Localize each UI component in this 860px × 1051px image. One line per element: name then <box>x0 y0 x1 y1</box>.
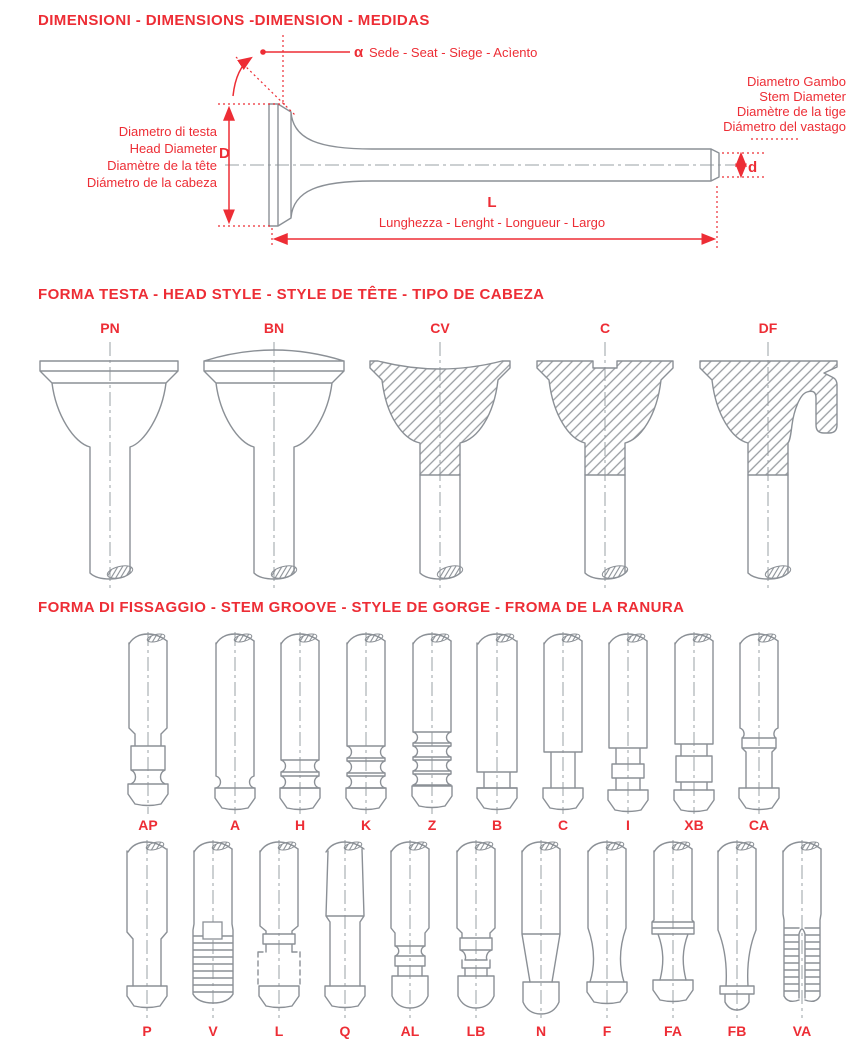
length-symbol: L <box>487 194 497 211</box>
head-style-pn-drawing <box>40 342 178 588</box>
stem-label-v: V <box>208 1023 218 1039</box>
stem-groove-p <box>127 840 167 1039</box>
stem-label-fb: FB <box>727 1023 747 1039</box>
stem-groove-ca <box>739 632 779 833</box>
valve-dimensions-diagram <box>0 0 860 280</box>
stem-label-c: C <box>557 817 569 833</box>
stem-groove-k <box>346 632 386 833</box>
stem-groove-al <box>391 840 429 1039</box>
head-style-label-df: DF <box>758 320 778 336</box>
head-style-label-pn: PN <box>100 320 120 336</box>
stem-label-ca: CA <box>748 817 770 833</box>
stem-groove-q <box>325 840 365 1039</box>
head-diameter-line-4: Diámetro de la cabeza <box>86 175 217 190</box>
head-style-bn-drawing <box>204 342 344 588</box>
head-style-label-c: C <box>599 320 611 336</box>
head-diameter-line-2: Head Diameter <box>129 141 217 156</box>
stem-label-b: B <box>491 817 503 833</box>
stem-groove-f <box>587 840 627 1039</box>
length-dimension <box>272 186 717 248</box>
seat-label: Sede - Seat - Siege - Acìento <box>369 45 538 60</box>
stem-grooves-row1 <box>0 628 860 840</box>
stem-label-z: Z <box>427 817 437 833</box>
stem-label-a: A <box>229 817 241 833</box>
stem-groove-i <box>608 632 648 833</box>
angle-seat-reference <box>236 57 295 115</box>
stem-groove-l <box>258 840 300 1039</box>
head-style-df-drawing <box>700 342 837 588</box>
stem-label-fa: FA <box>664 1023 682 1039</box>
stem-diameter-line-4: Diámetro del vastago <box>723 119 846 134</box>
stem-groove-z <box>412 632 452 833</box>
stem-label-q: Q <box>339 1023 351 1039</box>
stem-groove-fa <box>652 840 694 1039</box>
stem-groove-b <box>477 632 517 833</box>
stem-diameter-dimension <box>722 74 847 177</box>
stem-label-f: F <box>602 1023 612 1039</box>
stem-label-i: I <box>626 817 630 833</box>
head-styles-diagram <box>0 315 860 600</box>
head-diameter-line-1: Diametro di testa <box>118 124 217 139</box>
head-style-label-bn: BN <box>263 320 285 336</box>
stem-label-h: H <box>294 817 306 833</box>
head-diameter-line-3: Diamètre de la tête <box>107 158 217 173</box>
stem-groove-fb <box>718 840 756 1039</box>
stem-label-p: P <box>142 1023 152 1039</box>
stem-label-ap: AP <box>138 817 158 833</box>
stem-d-extension-lines <box>722 139 799 177</box>
head-style-cv-drawing <box>370 342 510 588</box>
dimensions-section-title: DIMENSIONI - DIMENSIONS -DIMENSION - MEDIDAS <box>38 12 430 29</box>
stem-v-key-square <box>203 922 222 939</box>
seat-angle-annotation <box>218 35 537 115</box>
stem-grooves-row2 <box>0 838 860 1051</box>
head-diameter-symbol: D <box>219 145 230 162</box>
stem-groove-v <box>193 840 233 1039</box>
stem-diameter-symbol: d <box>748 159 758 176</box>
stem-groove-xb <box>674 632 714 833</box>
stem-label-n: N <box>535 1023 547 1039</box>
stem-groove-n <box>522 840 560 1039</box>
stem-label-al: AL <box>400 1023 420 1039</box>
stem-label-xb: XB <box>684 817 704 833</box>
stem-diameter-line-1: Diametro Gambo <box>747 74 846 89</box>
head-diameter-dimension <box>87 108 272 226</box>
stem-groove-ap <box>128 632 168 833</box>
stem-label-k: K <box>360 817 372 833</box>
stem-label-lb: LB <box>466 1023 486 1039</box>
stem-groove-section-title: FORMA DI FISSAGGIO - STEM GROOVE - STYLE DE GORGE - FROMA DE LA RANURA <box>38 599 685 616</box>
length-label: Lunghezza - Lenght - Longueur - Largo <box>378 215 606 230</box>
stem-groove-a <box>215 632 255 833</box>
stem-diameter-line-3: Diamètre de la tige <box>736 104 846 119</box>
alpha-symbol: α <box>354 44 364 61</box>
stem-label-va: VA <box>792 1023 812 1039</box>
stem-label-l: L <box>274 1023 284 1039</box>
stem-diameter-line-2: Stem Diameter <box>759 89 846 104</box>
stem-groove-va <box>783 840 821 1039</box>
stem-groove-lb <box>457 840 495 1039</box>
stem-groove-c <box>543 632 583 833</box>
head-style-section-title: FORMA TESTA - HEAD STYLE - STYLE DE TÊTE - TIPO DE CABEZA <box>38 286 545 303</box>
angle-arc-arrow <box>233 58 251 96</box>
stem-groove-h <box>280 632 320 833</box>
head-style-label-cv: CV <box>430 320 450 336</box>
head-style-c-drawing <box>537 342 673 588</box>
